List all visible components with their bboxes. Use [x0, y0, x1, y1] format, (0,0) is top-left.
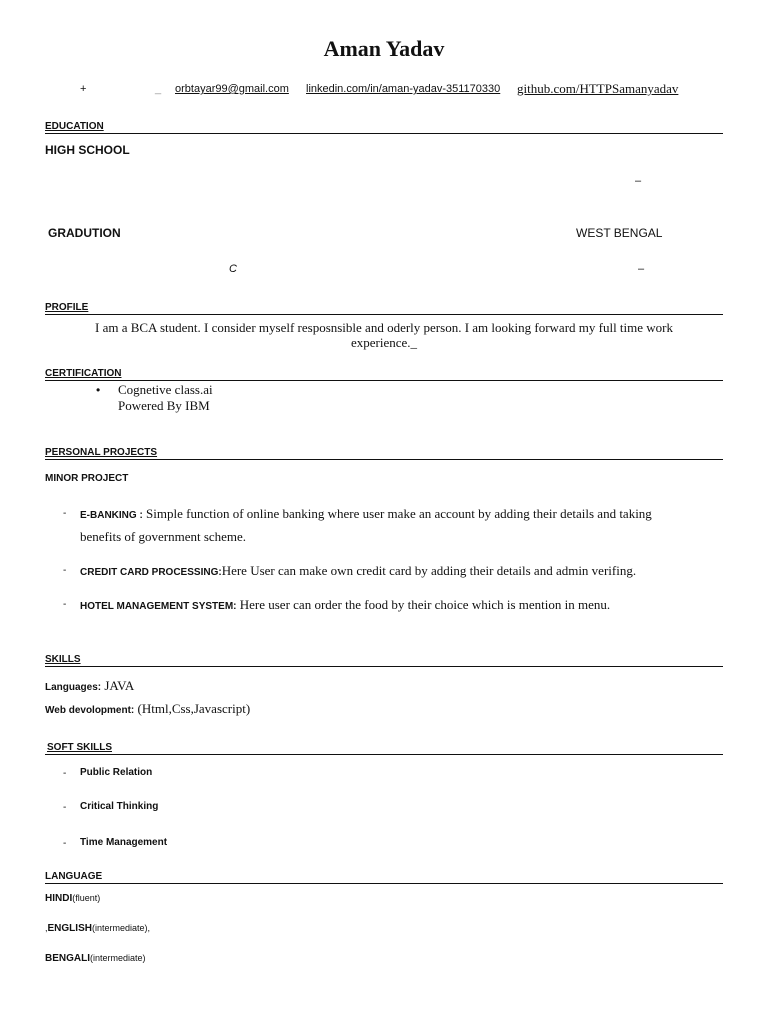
skills-web-value: (Html,Css,Javascript): [134, 701, 251, 716]
high-school-label: HIGH SCHOOL: [45, 143, 130, 157]
linkedin-link[interactable]: linkedin.com/in/aman-yadav-351170330: [306, 83, 501, 95]
skills-rule: [45, 666, 723, 667]
skills-web-label: Web devolopment:: [45, 705, 135, 716]
graduation-state: WEST BENGAL: [576, 226, 663, 240]
phone-prefix: +: [80, 83, 87, 95]
projects-heading: PERSONAL PROJECTS: [45, 447, 158, 458]
email-prefix: _: [155, 83, 162, 95]
project-bullet: -: [63, 599, 67, 610]
language-bengali: [45, 948, 146, 966]
education-heading: EDUCATION: [45, 121, 104, 132]
soft-skill-bullet: -: [63, 838, 67, 849]
soft-skills-heading: SOFT SKILLS: [47, 742, 112, 753]
skills-heading: SKILLS: [45, 654, 81, 665]
profile-line-2: experience._: [350, 335, 418, 350]
skills-languages-label: Languages:: [45, 682, 102, 693]
profile-rule: [45, 314, 723, 315]
language-hindi: [45, 888, 100, 906]
certification-rule: [45, 380, 723, 381]
certification-heading: CERTIFICATION: [45, 368, 122, 379]
profile-line-1: I am a BCA student. I consider myself resposnsible and oderly person. I am looking forward my full time work: [94, 320, 674, 335]
high-school-dash: –: [635, 175, 642, 187]
certification-item-line-1: Cognetive class.ai: [118, 382, 213, 397]
language-name: ENGLISH: [47, 923, 92, 934]
project-label: HOTEL MANAGEMENT SYSTEM:: [80, 601, 237, 612]
language-rule: [45, 883, 723, 884]
profile-heading: PROFILE: [45, 302, 89, 313]
language-level: (intermediate),: [91, 923, 150, 933]
project-label: CREDIT CARD PROCESSING:: [80, 567, 222, 578]
language-name: HINDI: [45, 893, 73, 904]
skills-web: [45, 700, 250, 718]
projects-rule: [45, 459, 723, 460]
certification-bullet: •: [96, 383, 101, 397]
education-rule: [45, 133, 723, 134]
project-label: E-BANKING :: [80, 510, 143, 521]
skills-languages: [45, 677, 134, 695]
resume-name: Aman Yadav: [323, 36, 445, 61]
project-bullet: -: [63, 508, 67, 519]
graduation-c: C: [229, 263, 237, 275]
soft-skill-item: Public Relation: [80, 767, 153, 778]
project-item-hotel: [80, 596, 610, 614]
project-text: Here User can make own credit card by adding their details and admin verifing.: [221, 563, 637, 578]
language-level: (intermediate): [90, 953, 146, 963]
language-heading: LANGUAGE: [45, 871, 103, 882]
project-text: Here user can order the food by their choice which is mention in menu.: [236, 597, 611, 612]
language-level: (fluent): [72, 893, 101, 903]
soft-skill-bullet: -: [63, 768, 67, 779]
minor-project-label: MINOR PROJECT: [45, 473, 129, 484]
language-english: [45, 918, 150, 936]
graduation-label: GRADUTION: [48, 226, 121, 240]
project-item-credit-card: [80, 562, 636, 580]
soft-skill-bullet: -: [63, 802, 67, 813]
project-text-continued: benefits of government scheme.: [80, 529, 247, 544]
project-text: Simple function of online banking where user make an account by adding their details and taking: [142, 506, 652, 521]
language-prefix: ,: [45, 923, 48, 933]
graduation-dash: –: [638, 263, 645, 275]
email-link[interactable]: orbtayar99@gmail.com: [175, 83, 289, 95]
skills-languages-value: JAVA: [101, 678, 135, 693]
soft-skills-rule: [45, 754, 723, 755]
soft-skill-item: Critical Thinking: [80, 801, 159, 812]
soft-skill-item: Time Management: [80, 837, 168, 848]
language-name: BENGALI: [45, 953, 90, 964]
certification-item-line-2: Powered By IBM: [118, 398, 210, 413]
github-link[interactable]: github.com/HTTPSamanyadav: [517, 81, 679, 96]
project-bullet: -: [63, 565, 67, 576]
project-item-e-banking: [80, 505, 652, 523]
